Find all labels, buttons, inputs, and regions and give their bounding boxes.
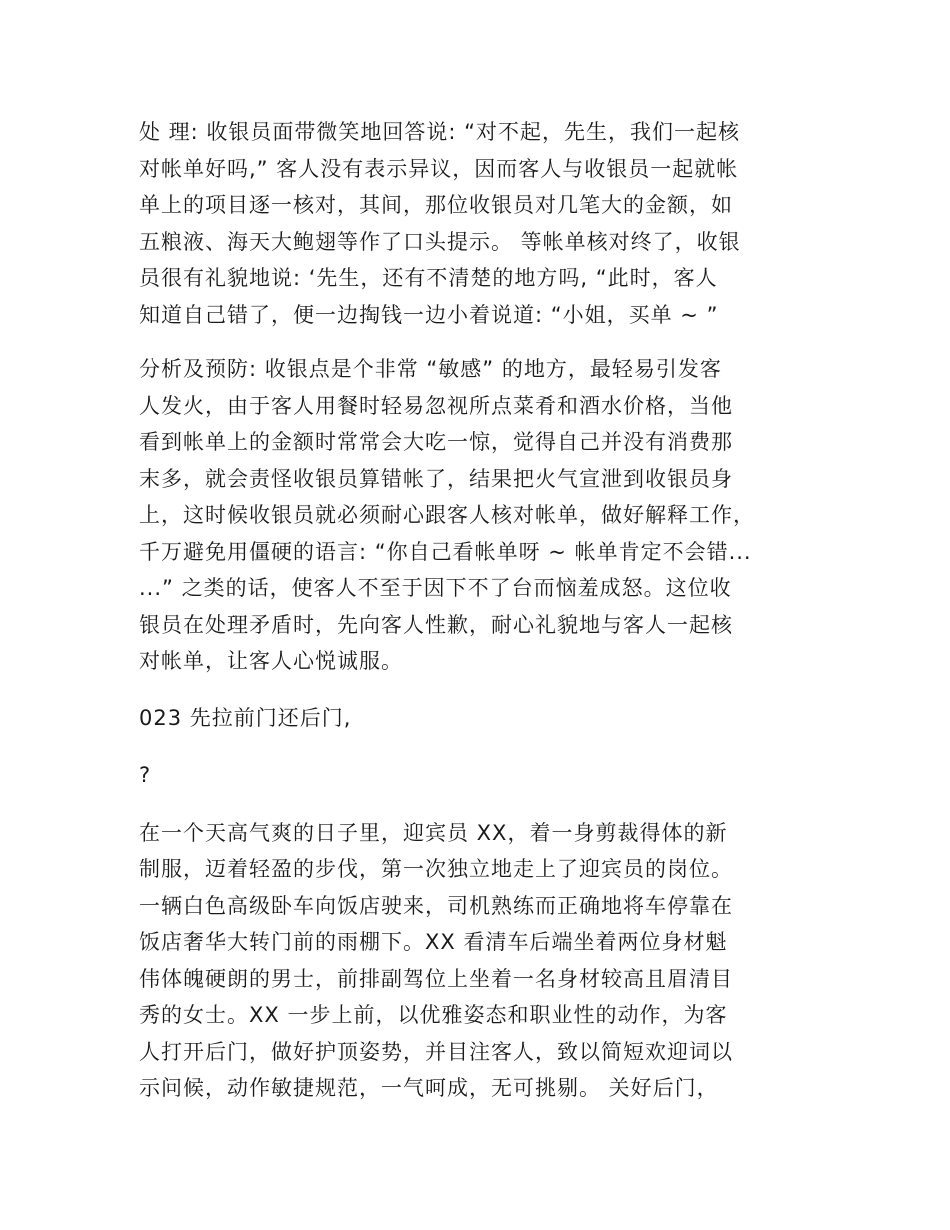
text-line: 对帐单，让客人心悦诚服。 [139,649,403,673]
document-body [139,114,819,1107]
text-line: 对帐单好吗,” 客人没有表示异议，因而客人与收银员一起就帐 [139,156,739,181]
text-line: 制服，迈着轻盈的步伐，第一次独立地走上了迎宾员的岗位。 [139,857,733,881]
text-line: 五粮液、海天大鲍翅等作了口头提示。 等帐单核对终了，收银 [139,229,741,254]
text-line: 银员在处理矛盾时，先向客人性歉，耐心礼貌地与客人一起核 [139,612,733,637]
text-line: 千万避免用僵硬的语言: “你自己看帐单呀 ~ 帐单肯定不会错... [139,539,752,564]
question-mark-paragraph [139,757,819,794]
section-heading [139,700,819,737]
paragraph-handling [139,114,819,333]
text-line: 单上的项目逐一核对，其间，那位收银员对几笔大的金额，如 [139,193,733,217]
text-line: ...” 之类的话，使客人不至于因下不了台而恼羞成怒。这位收 [139,576,732,600]
text-line: 伟体魄硬朗的男士，前排副驾位上坐着一名身材较高且眉清目 [139,966,733,991]
text-line: 在一个天高气爽的日子里，迎宾员 XX，着一身剪裁得体的新 [139,820,728,845]
text-line: ? [139,763,152,787]
text-line: 人打开后门，做好护顶姿势，并目注客人，致以简短欢迎词以 [139,1039,733,1064]
text-line: 看到帐单上的金额时常常会大吃一惊，觉得自己并没有消费那 [139,430,733,454]
paragraph-analysis [139,351,819,680]
text-line: 员很有礼貌地说: ‘先生，还有不清楚的地方吗, “此时，客人 [139,266,718,290]
text-line: 一辆白色高级卧车向饭店驶来，司机熟练而正确地将车停靠在 [139,893,733,918]
text-line: 分析及预防: 收银点是个非常 “敏感” 的地方，最轻易引发客 [139,357,722,381]
text-line: 上，这时候收银员就必须耐心跟客人核对帐单，做好解释工作， [139,503,755,527]
text-line: 处 理: 收银员面带微笑地回答说: “对不起，先生，我们一起核 [139,120,741,144]
heading-line: 023 先拉前门还后门, [139,705,352,730]
text-line: 末多，就会责怪收银员算错帐了，结果把火气宣泄到收银员身 [139,466,733,491]
text-line: 示问候，动作敏捷规范，一气呵成，无可挑剔。 关好后门， [139,1076,719,1100]
text-line: 知道自己错了，便一边掏钱一边小着说道: “小姐，买单 ~ ” [139,302,719,327]
text-line: 秀的女士。XX 一步上前，以优雅姿态和职业性的动作，为客 [139,1003,728,1027]
paragraph-story [139,815,819,1107]
text-line: 人发火，由于客人用餐时轻易忽视所点菜肴和酒水价格，当他 [139,393,733,418]
text-line: 饭店奢华大转门前的雨棚下。XX 看清车后端坐着两位身材魁 [139,930,728,954]
